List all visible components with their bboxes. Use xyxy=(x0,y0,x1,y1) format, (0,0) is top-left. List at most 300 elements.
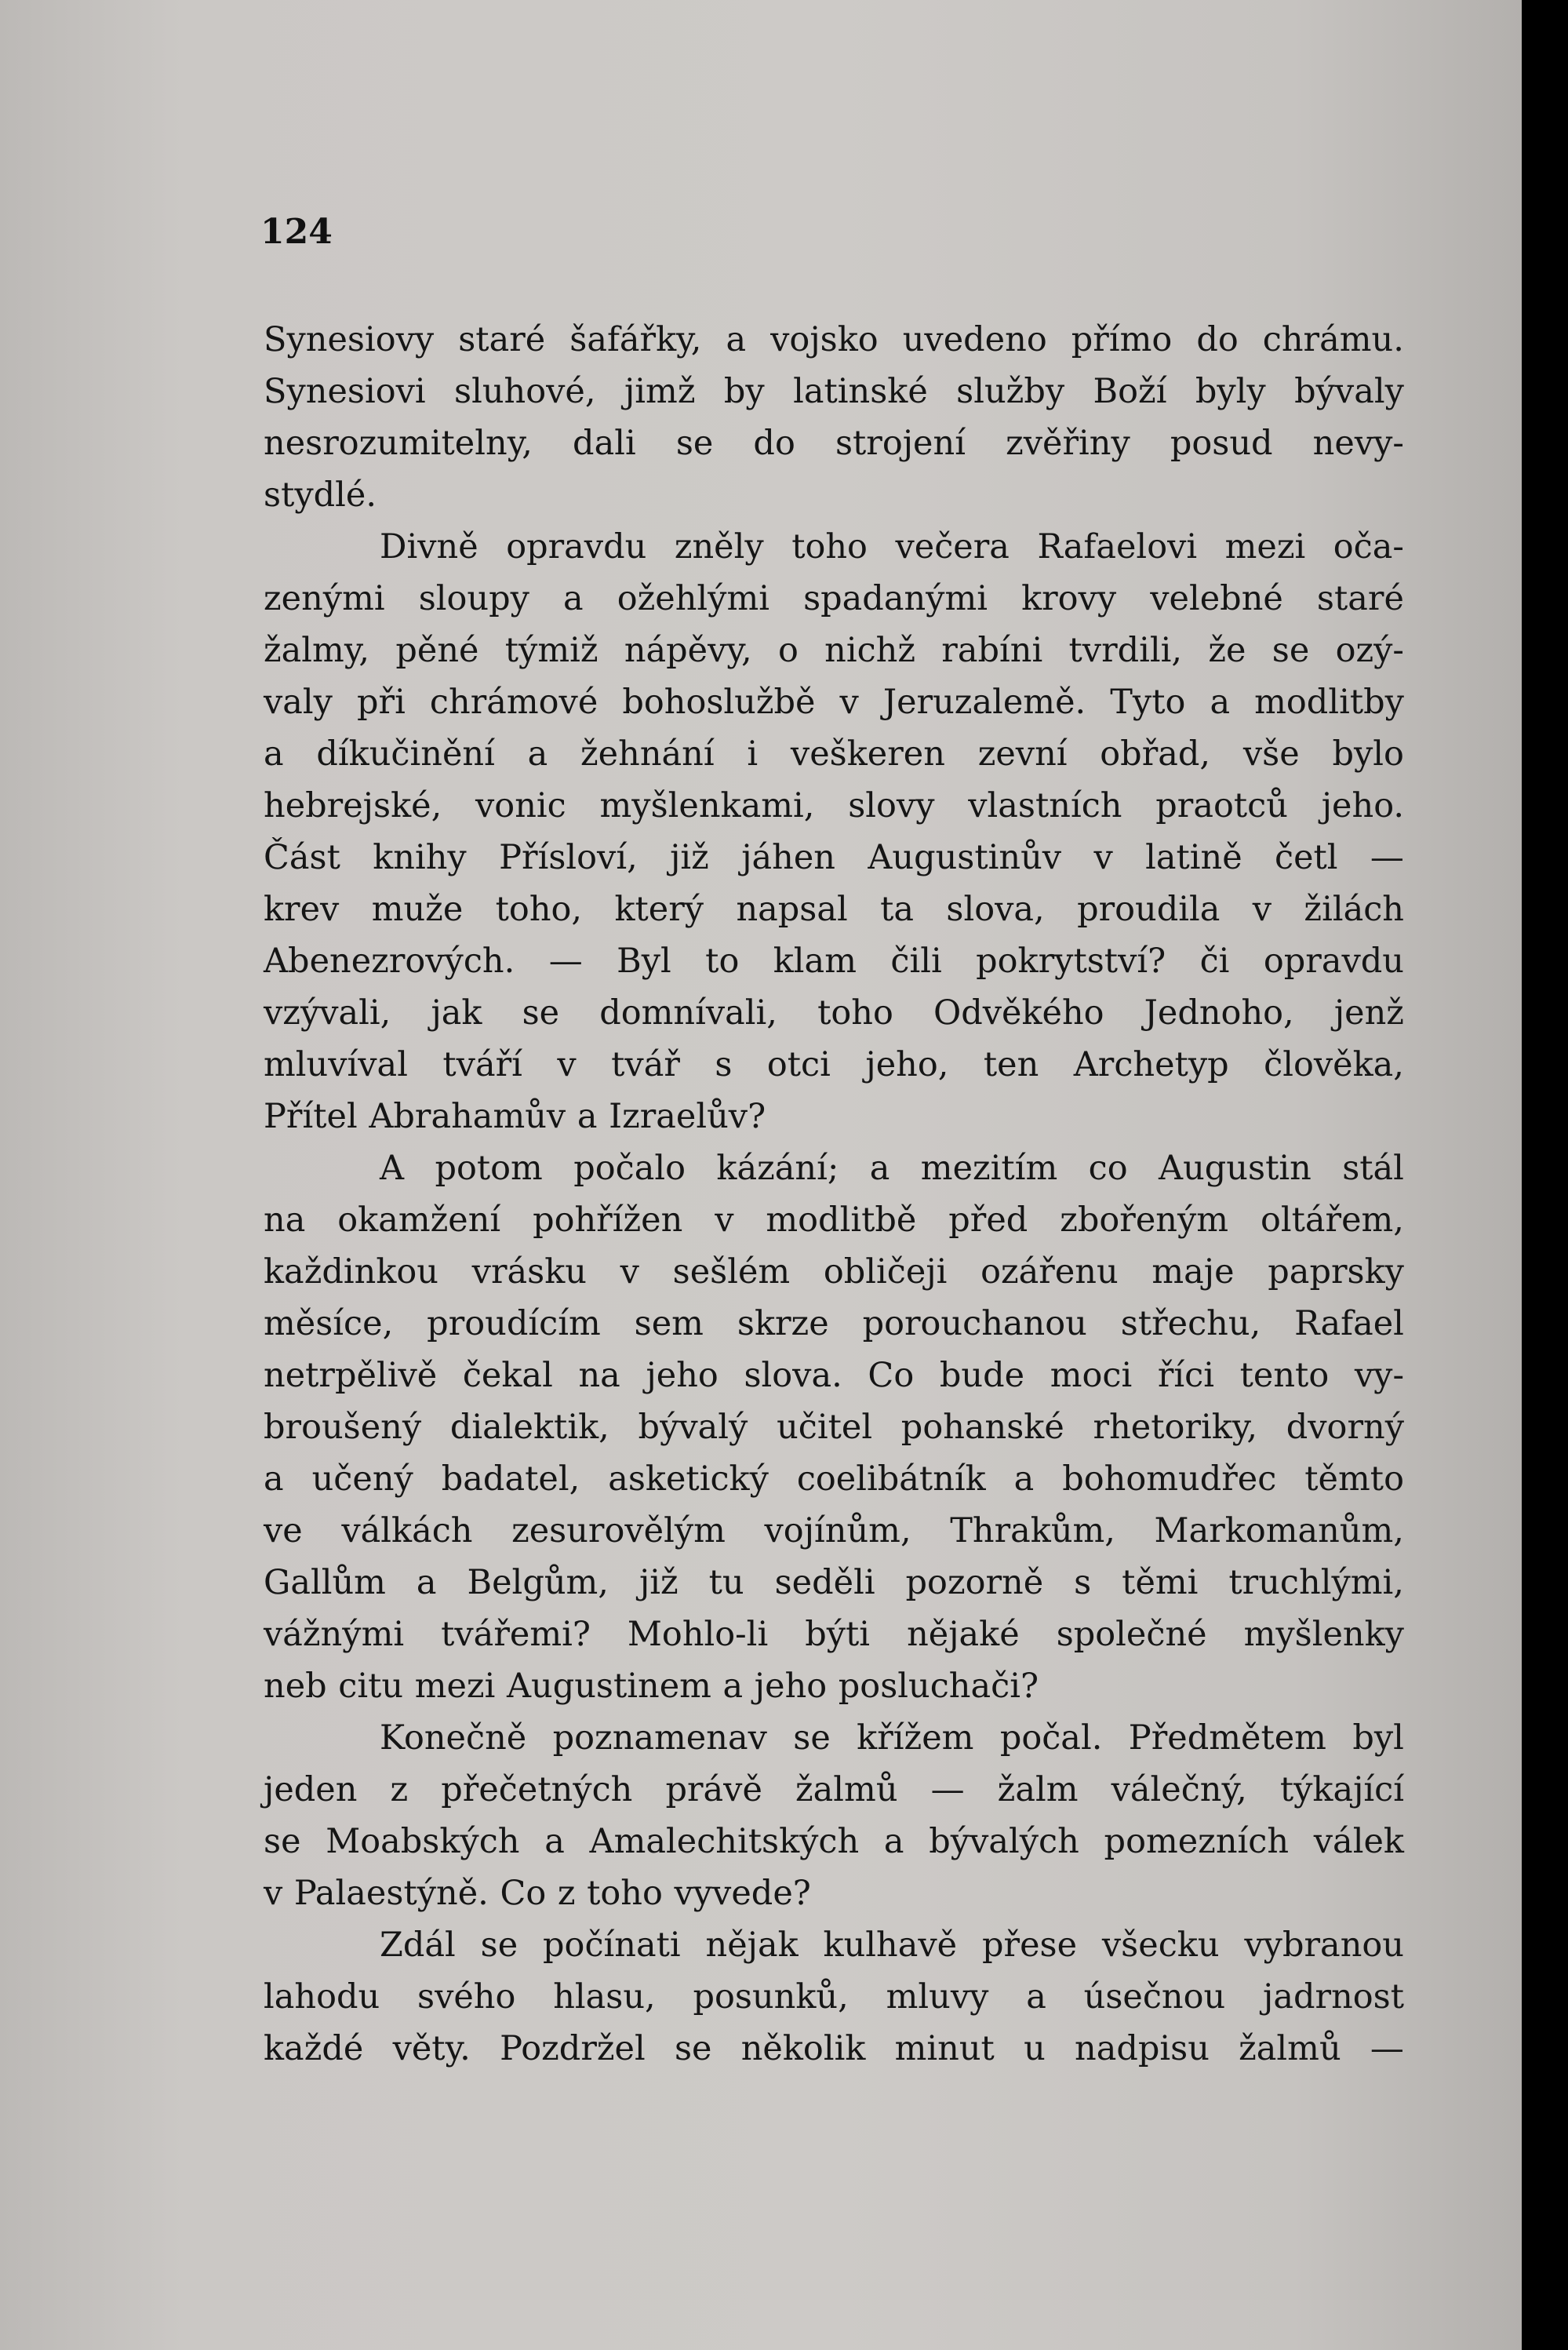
word: hebrejské, xyxy=(264,786,442,825)
word: toho xyxy=(587,1874,663,1913)
word: Byl xyxy=(617,942,671,981)
word: a xyxy=(883,1822,904,1861)
word: oltářem, xyxy=(1260,1201,1404,1240)
word: posluchači? xyxy=(838,1667,1039,1706)
word: proudila xyxy=(1077,890,1221,929)
word: válečný, xyxy=(1111,1770,1247,1809)
text-line xyxy=(264,521,1404,573)
word: bývalých xyxy=(929,1822,1079,1861)
word: nějak xyxy=(705,1926,799,1965)
word: četl xyxy=(1274,838,1338,877)
word: tvářemi? xyxy=(441,1615,591,1654)
word: Archetyp xyxy=(1073,1045,1229,1084)
word: mluvy xyxy=(886,1977,989,2017)
word: jenž xyxy=(1333,993,1404,1033)
word: přese xyxy=(981,1926,1078,1965)
word: Co xyxy=(500,1874,547,1913)
word: badatel, xyxy=(441,1459,580,1499)
word: učitel xyxy=(777,1408,873,1447)
text-line xyxy=(264,366,1404,417)
word: stydlé. xyxy=(264,475,377,515)
word: mezitím xyxy=(920,1149,1058,1188)
word: křížem xyxy=(857,1718,974,1758)
word: nesrozumitelny, xyxy=(264,424,533,463)
word: Jeruzalemě. xyxy=(882,683,1086,722)
word: kázání; xyxy=(716,1149,839,1188)
word: pozorně xyxy=(905,1563,1044,1602)
word: slova. xyxy=(744,1356,842,1395)
word: mezi xyxy=(414,1667,496,1706)
word: v xyxy=(1252,890,1272,929)
text-line xyxy=(264,1712,1404,1764)
word: a xyxy=(869,1149,890,1188)
word: Abenezrových. xyxy=(264,942,515,981)
word: nějaké xyxy=(907,1615,1020,1654)
word: a xyxy=(577,1097,598,1136)
word: slova, xyxy=(946,890,1045,929)
word: sluhové, xyxy=(454,372,596,411)
word: a xyxy=(1013,1459,1035,1499)
word: v xyxy=(557,1045,577,1084)
word: z xyxy=(557,1874,576,1913)
word: počínati xyxy=(543,1926,681,1965)
word: vrásku xyxy=(471,1252,587,1292)
text-line xyxy=(264,1246,1404,1298)
word: několik xyxy=(740,2029,866,2068)
text-line xyxy=(264,935,1404,987)
word: a xyxy=(1026,1977,1046,2017)
word: sem xyxy=(634,1304,704,1343)
text-line xyxy=(264,1557,1404,1609)
word: pomezních xyxy=(1104,1822,1290,1861)
word: bývaly xyxy=(1294,372,1404,411)
word: měsíce, xyxy=(264,1304,394,1343)
word: Pozdržel xyxy=(500,2029,646,2068)
word: Synesiovy xyxy=(264,320,435,359)
word: jeho xyxy=(754,1667,828,1706)
word: to xyxy=(705,942,740,981)
word: zvěřiny xyxy=(1006,424,1130,463)
word: právě xyxy=(665,1770,762,1809)
word: jeho, xyxy=(865,1045,949,1084)
word: učený xyxy=(311,1459,413,1499)
text-line xyxy=(264,1609,1404,1660)
word: vyvede? xyxy=(674,1874,811,1913)
word: Přítel xyxy=(264,1097,358,1136)
word: se xyxy=(675,424,714,463)
word: se xyxy=(793,1718,831,1758)
word: Gallům xyxy=(264,1563,386,1602)
word: otci xyxy=(766,1045,831,1084)
text-line xyxy=(264,1298,1404,1350)
word: večera xyxy=(895,527,1010,567)
word: skrze xyxy=(737,1304,829,1343)
word: Zdál xyxy=(380,1926,456,1965)
word: citu xyxy=(338,1667,404,1706)
word: jeho xyxy=(646,1356,719,1395)
word: mluvíval xyxy=(264,1045,408,1084)
word: žalmy, xyxy=(264,631,370,670)
word: seděli xyxy=(774,1563,875,1602)
word: proudícím xyxy=(427,1304,601,1343)
word: truchlými, xyxy=(1228,1563,1404,1602)
word: válek xyxy=(1313,1822,1404,1861)
word: bohoslužbě xyxy=(622,683,816,722)
word: slovy xyxy=(848,786,935,825)
word: stál xyxy=(1342,1149,1404,1188)
word: Konečně xyxy=(380,1718,527,1758)
word: žilách xyxy=(1304,890,1404,929)
word: nichž xyxy=(824,631,916,670)
word: přímo xyxy=(1071,320,1173,359)
word: všecku xyxy=(1101,1926,1220,1965)
word: zenými xyxy=(264,579,385,618)
word: před xyxy=(948,1201,1028,1240)
word: se xyxy=(674,2029,712,2068)
word: domnívali, xyxy=(599,993,777,1033)
text-line xyxy=(264,1142,1404,1194)
word: Odvěkého xyxy=(933,993,1104,1033)
word: a xyxy=(416,1563,437,1602)
word: v xyxy=(715,1201,734,1240)
word: již xyxy=(670,838,709,877)
word: z xyxy=(390,1770,409,1809)
word: latině xyxy=(1145,838,1242,877)
word: s xyxy=(1074,1563,1092,1602)
text-line xyxy=(264,573,1404,625)
word: Palaestýně. xyxy=(293,1874,489,1913)
word: svého xyxy=(417,1977,516,2017)
word: a xyxy=(544,1822,565,1861)
word: do xyxy=(753,424,795,463)
word: služby xyxy=(956,372,1065,411)
word: Rafael xyxy=(1294,1304,1404,1343)
word: a xyxy=(563,579,584,618)
word: latinské xyxy=(793,372,928,411)
word: a xyxy=(722,1667,744,1706)
word: Thrakům, xyxy=(950,1511,1115,1550)
word: modlitbě xyxy=(766,1201,917,1240)
word: staré xyxy=(458,320,546,359)
word: u xyxy=(1024,2029,1046,2068)
text-line xyxy=(264,1867,1404,1919)
word: staré xyxy=(1316,579,1404,618)
text-line xyxy=(264,676,1404,728)
word: broušený xyxy=(264,1408,422,1447)
word: bylo xyxy=(1332,734,1404,774)
word: paprsky xyxy=(1268,1252,1404,1292)
word: o xyxy=(777,631,799,670)
word: uvedeno xyxy=(902,320,1047,359)
word: — xyxy=(930,1770,965,1809)
word: jak xyxy=(431,993,482,1033)
word: tváří xyxy=(442,1045,522,1084)
word: vlastních xyxy=(968,786,1122,825)
word: čekal xyxy=(462,1356,553,1395)
word: sešlém xyxy=(672,1252,791,1292)
word: pěné xyxy=(395,631,479,670)
word: Synesiovi xyxy=(264,372,426,411)
word: opravdu xyxy=(1263,942,1404,981)
word: moci xyxy=(1050,1356,1133,1395)
text-line xyxy=(264,1401,1404,1453)
word: pohanské xyxy=(900,1408,1064,1447)
word: ozý- xyxy=(1335,631,1404,670)
text-line xyxy=(264,728,1404,780)
word: Belgům, xyxy=(467,1563,609,1602)
word: se xyxy=(264,1822,301,1861)
word: byl xyxy=(1352,1718,1404,1758)
text-line xyxy=(264,780,1404,832)
word: by xyxy=(723,372,765,411)
word: krovy xyxy=(1021,579,1117,618)
word: dali xyxy=(573,424,636,463)
text-line xyxy=(264,1764,1404,1816)
word: jeho. xyxy=(1321,786,1404,825)
word: každé xyxy=(264,2029,364,2068)
word: Co xyxy=(868,1356,915,1395)
word: říci xyxy=(1157,1356,1214,1395)
word: lahodu xyxy=(264,1977,380,2017)
word: toho xyxy=(791,527,868,567)
word: na xyxy=(578,1356,620,1395)
word: ožehlými xyxy=(617,579,769,618)
word: muže xyxy=(371,890,464,929)
text-line xyxy=(264,1505,1404,1557)
word: vážnými xyxy=(264,1615,405,1654)
word: oča- xyxy=(1333,527,1404,567)
word: kulhavě xyxy=(823,1926,958,1965)
word: válkách xyxy=(341,1511,473,1550)
word: ve xyxy=(264,1511,303,1550)
word: tvrdili, xyxy=(1068,631,1183,670)
word: Část xyxy=(264,838,340,877)
word: jimž xyxy=(624,372,696,411)
text-line xyxy=(264,469,1404,521)
word: vonic xyxy=(475,786,566,825)
word: šafářky, xyxy=(569,320,702,359)
word: dvorný xyxy=(1286,1408,1404,1447)
word: co xyxy=(1088,1149,1128,1188)
word: netrpělivě xyxy=(264,1356,438,1395)
text-line xyxy=(264,987,1404,1039)
word: týkající xyxy=(1279,1770,1404,1809)
text-line xyxy=(264,1350,1404,1401)
word: spadanými xyxy=(803,579,988,618)
word: zbořeným xyxy=(1060,1201,1229,1240)
word: každinkou xyxy=(264,1252,438,1292)
word: Boží xyxy=(1093,372,1167,411)
body-text xyxy=(264,314,1404,2075)
text-line xyxy=(264,1453,1404,1505)
word: Předmětem xyxy=(1128,1718,1326,1758)
word: pohřížen xyxy=(533,1201,683,1240)
word: vše xyxy=(1242,734,1300,774)
word: Mohlo-li xyxy=(627,1615,769,1654)
word: těmto xyxy=(1304,1459,1404,1499)
word: či xyxy=(1199,942,1230,981)
word: vojsko xyxy=(770,320,879,359)
word: poznamenav xyxy=(552,1718,767,1758)
word: v xyxy=(839,683,859,722)
word: rabíni xyxy=(941,631,1043,670)
word: mezi xyxy=(1224,527,1306,567)
word: zevní xyxy=(977,734,1068,774)
word: potom xyxy=(435,1149,543,1188)
word: napsal xyxy=(736,890,848,929)
word: neb xyxy=(264,1667,327,1706)
text-line xyxy=(264,314,1404,366)
text-line xyxy=(264,1091,1404,1142)
word: s xyxy=(715,1045,733,1084)
word: přečetných xyxy=(441,1770,633,1809)
word: — xyxy=(1370,838,1404,877)
word: žalmů xyxy=(795,1770,898,1809)
word: nápěvy, xyxy=(624,631,752,670)
word: jadrnost xyxy=(1263,1977,1404,2017)
word: posud xyxy=(1170,424,1273,463)
word: maje xyxy=(1151,1252,1235,1292)
word: strojení xyxy=(835,424,966,463)
word: Divně xyxy=(380,527,478,567)
text-line xyxy=(264,1194,1404,1246)
word: chrámové xyxy=(429,683,598,722)
word: těmi xyxy=(1122,1563,1199,1602)
word: rhetoriky, xyxy=(1093,1408,1258,1447)
word: a xyxy=(264,1459,284,1499)
word: jeden xyxy=(264,1770,358,1809)
text-line xyxy=(264,417,1404,469)
text-line xyxy=(264,1660,1404,1712)
word: bude xyxy=(939,1356,1025,1395)
word: zesurovělým xyxy=(511,1511,726,1550)
text-line xyxy=(264,2023,1404,2075)
word: valy xyxy=(264,683,333,722)
word: nevy- xyxy=(1312,424,1404,463)
word: knihy xyxy=(373,838,467,877)
word: počal. xyxy=(999,1718,1103,1758)
word: zněly xyxy=(674,527,764,567)
word: dialektik, xyxy=(449,1408,609,1447)
word: který xyxy=(614,890,704,929)
word: veškeren xyxy=(790,734,945,774)
word: žalm xyxy=(997,1770,1079,1809)
word: střechu, xyxy=(1120,1304,1261,1343)
text-line xyxy=(264,884,1404,935)
word: myšlenky xyxy=(1243,1615,1404,1654)
word: krev xyxy=(264,890,340,929)
word: i xyxy=(747,734,759,774)
word: týmiž xyxy=(504,631,598,670)
word: praotců xyxy=(1155,786,1288,825)
word: vy- xyxy=(1354,1356,1404,1395)
word: již xyxy=(638,1563,678,1602)
word: při xyxy=(357,683,406,722)
word: Rafaelovi xyxy=(1037,527,1198,567)
word: žehnání xyxy=(580,734,715,774)
word: opravdu xyxy=(506,527,647,567)
word: počalo xyxy=(573,1149,686,1188)
word: v xyxy=(264,1874,283,1913)
word: Augustinem xyxy=(506,1667,711,1706)
word: na xyxy=(264,1201,306,1240)
word: díkučinění xyxy=(316,734,495,774)
text-line xyxy=(264,625,1404,676)
word: věty. xyxy=(392,2029,471,2068)
word: vzývali, xyxy=(264,993,391,1033)
word: nadpisu xyxy=(1075,2029,1210,2068)
word: společné xyxy=(1056,1615,1207,1654)
word: ozářenu xyxy=(980,1252,1119,1292)
word: Amalechitských xyxy=(589,1822,860,1861)
word: Moabských xyxy=(326,1822,520,1861)
word: okamžení xyxy=(337,1201,501,1240)
word: čili xyxy=(890,942,942,981)
page-number: 124 xyxy=(260,212,333,252)
word: se xyxy=(480,1926,518,1965)
word: tento xyxy=(1239,1356,1330,1395)
word: klam xyxy=(773,942,857,981)
word: Abrahamův xyxy=(369,1097,566,1136)
word: myšlenkami, xyxy=(599,786,815,825)
word: tu xyxy=(708,1563,744,1602)
word: úsečnou xyxy=(1083,1977,1226,2017)
word: modlitby xyxy=(1254,683,1404,722)
word: tvář xyxy=(611,1045,680,1084)
word: obličeji xyxy=(823,1252,948,1292)
word: ta xyxy=(880,890,915,929)
word: a xyxy=(264,734,284,774)
word: jáhen xyxy=(741,838,835,877)
word: že xyxy=(1208,631,1246,670)
text-line xyxy=(264,1919,1404,1971)
text-line xyxy=(264,1816,1404,1867)
word: vybranou xyxy=(1244,1926,1404,1965)
word: velebné xyxy=(1150,579,1283,618)
word: sloupy xyxy=(418,579,529,618)
word: býti xyxy=(805,1615,871,1654)
text-line xyxy=(264,1971,1404,2023)
word: v xyxy=(620,1252,639,1292)
text-line xyxy=(264,1039,1404,1091)
word: člověka, xyxy=(1264,1045,1404,1084)
word: Markomanům, xyxy=(1154,1511,1404,1550)
word: posunků, xyxy=(693,1977,849,2017)
word: ten xyxy=(983,1045,1039,1084)
word: toho, xyxy=(495,890,583,929)
word: — xyxy=(1370,2029,1404,2068)
word: žalmů xyxy=(1239,2029,1341,2068)
word: a xyxy=(1210,683,1231,722)
word: hlasu, xyxy=(553,1977,656,2017)
word: asketický xyxy=(608,1459,769,1499)
word: se xyxy=(522,993,560,1033)
word: vojínům, xyxy=(764,1511,911,1550)
word: bývalý xyxy=(638,1408,748,1447)
word: coelibátník xyxy=(796,1459,986,1499)
word: se xyxy=(1271,631,1310,670)
word: Jednoho, xyxy=(1144,993,1294,1033)
word: Augustinův xyxy=(868,838,1062,877)
word: obřad, xyxy=(1100,734,1211,774)
word: porouchanou xyxy=(862,1304,1087,1343)
word: A xyxy=(380,1149,405,1188)
word: a xyxy=(527,734,548,774)
text-line xyxy=(264,832,1404,884)
word: Přísloví, xyxy=(499,838,638,877)
word: Tyto xyxy=(1110,683,1186,722)
word: chrámu. xyxy=(1262,320,1404,359)
